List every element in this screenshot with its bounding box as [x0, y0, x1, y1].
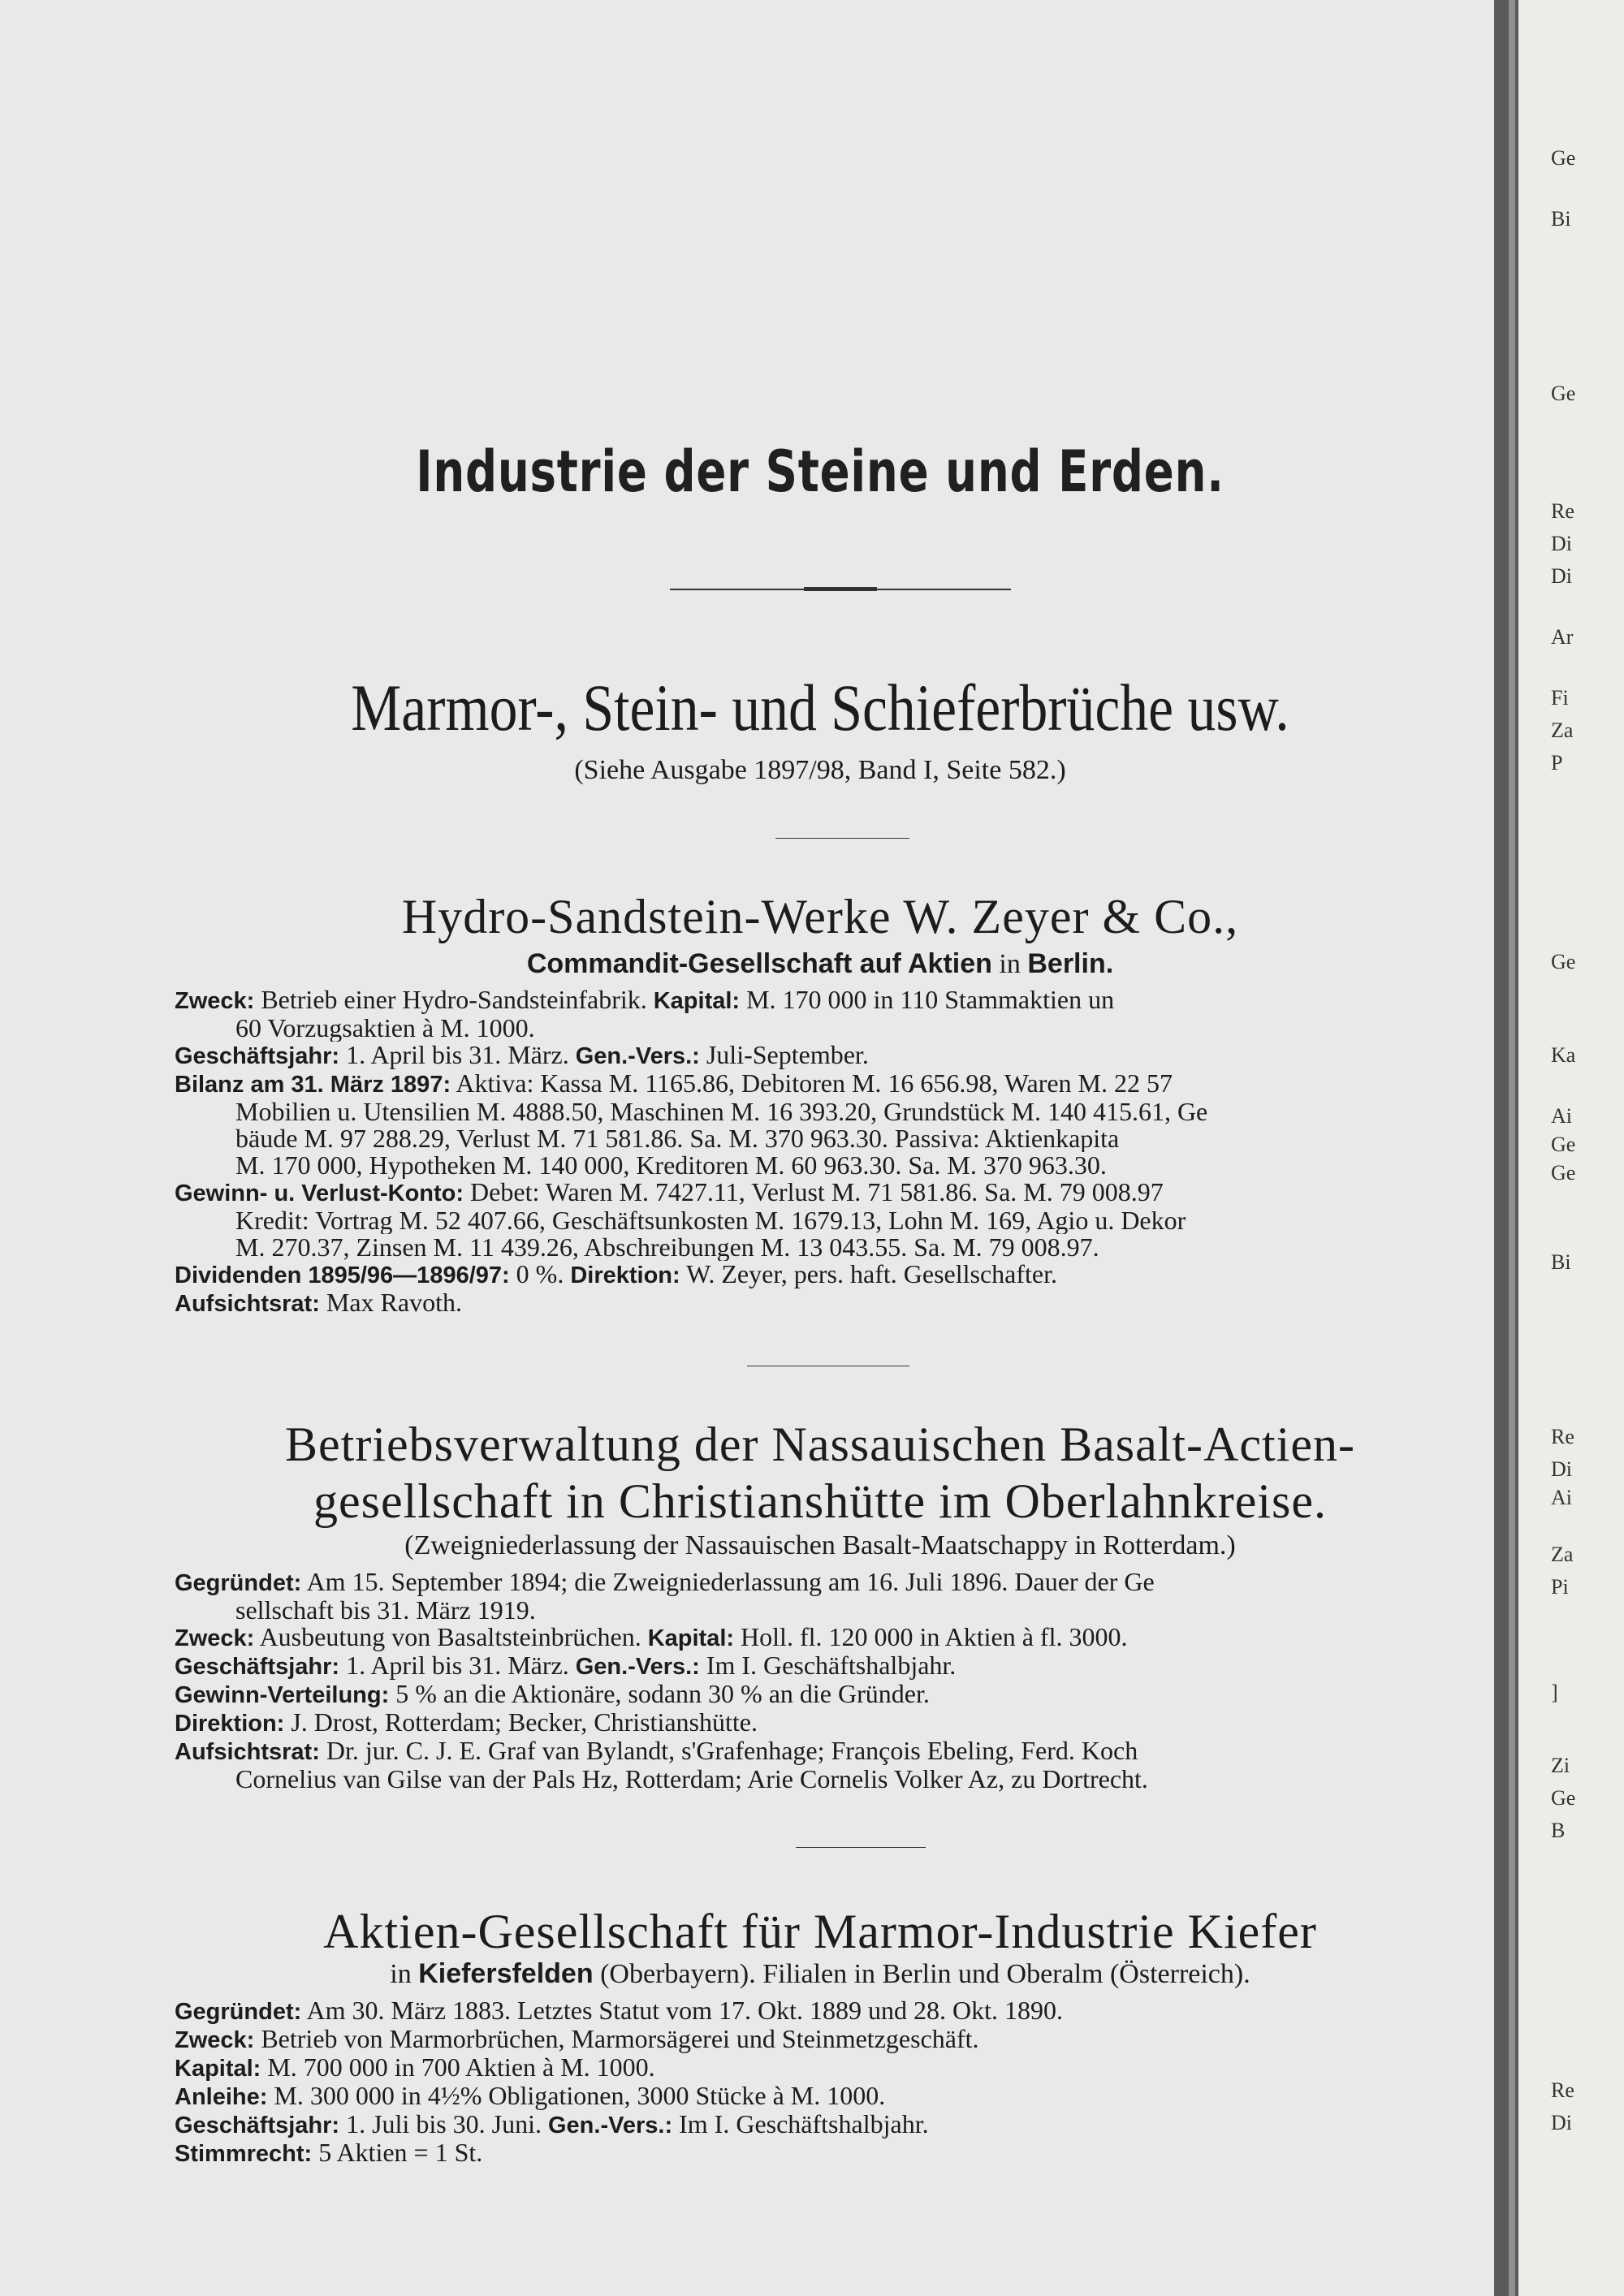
field-value: Dr. jur. C. J. E. Graf van Bylandt, s'Grafenhage; François Ebeling, Ferd. Koch	[326, 1737, 1138, 1765]
detail-line	[175, 2082, 1494, 2111]
field-label: Zweck:	[175, 2027, 255, 2053]
field-label: Kapital:	[653, 988, 741, 1014]
field-value: 1. April bis 31. März.	[346, 1042, 569, 1069]
company3-name: Aktien-Gesellschaft für Marmor-Industrie Kiefer	[323, 1905, 1317, 1958]
margin-fragment: Fi	[1551, 686, 1569, 710]
field-value: Max Ravoth.	[326, 1289, 462, 1317]
detail-line	[175, 1261, 1494, 1289]
field-value: 60 Vorzugsaktien à M. 1000.	[235, 1015, 535, 1042]
detail-line	[175, 1125, 1494, 1152]
company1-type: Commandit-Gesellschaft auf Aktien	[526, 948, 992, 979]
detail-line	[175, 986, 1494, 1015]
detail-line	[175, 1681, 1494, 1709]
field-value: Holl. fl. 120 000 in Aktien à fl. 3000.	[741, 1624, 1128, 1651]
field-value: 1. Juli bis 30. Juni.	[346, 2111, 542, 2138]
detail-line	[175, 1652, 1494, 1681]
margin-fragment: Ar	[1551, 625, 1574, 649]
field-value: M. 170 000 in 110 Stammaktien un	[746, 986, 1115, 1014]
section-title: Industrie der Steine und Erden.	[416, 438, 1224, 505]
field-value: Im I. Geschäftshalbjahr.	[706, 1652, 957, 1680]
company1-subtitle	[154, 948, 1486, 980]
edition-note: (Siehe Ausgabe 1897/98, Band I, Seite 582.)	[574, 755, 1066, 785]
field-label: Gen.-Vers.:	[548, 2113, 673, 2138]
margin-fragment: Bi	[1551, 1250, 1571, 1274]
detail-line	[175, 2054, 1494, 2082]
field-value: Aktiva: Kassa M. 1165.86, Debitoren M. 16 656.98, Waren M. 22 57	[456, 1070, 1173, 1098]
margin-fragment: Za	[1551, 719, 1574, 742]
margin-fragment: Ge	[1551, 1161, 1576, 1185]
field-value: 0 %.	[516, 1261, 564, 1288]
detail-line	[175, 1766, 1494, 1793]
margin-fragment: Ai	[1551, 1104, 1572, 1128]
company1-in: in	[999, 949, 1021, 979]
field-value: Cornelius van Gilse van der Pals Hz, Rotterdam; Arie Cornelis Volker Az, zu Dortrecht.	[235, 1766, 1148, 1793]
company3-details	[175, 1997, 1494, 2168]
detail-line	[175, 1709, 1494, 1737]
margin-fragment: Za	[1551, 1543, 1574, 1566]
divider-accent	[804, 587, 877, 591]
field-value: 1. April bis 31. März.	[346, 1652, 569, 1680]
detail-line	[175, 1597, 1494, 1624]
margin-fragment: Di	[1551, 2111, 1572, 2134]
company2-name-line2: gesellschaft in Christianshütte im Oberlahnkreise.	[313, 1474, 1328, 1528]
company1-city: Berlin.	[1027, 948, 1114, 979]
field-value: 5 Aktien = 1 St.	[318, 2139, 483, 2167]
margin-fragment: Bi	[1551, 207, 1571, 231]
company2-note: (Zweigniederlassung der Nassauischen Basalt-Maatschappy in Rotterdam.)	[404, 1530, 1236, 1560]
company1-name: Hydro-Sandstein-Werke W. Zeyer & Co.,	[401, 890, 1239, 943]
detail-line	[175, 1997, 1494, 2026]
field-value: 5 % an die Aktionäre, sodann 30 % an die Gründer.	[395, 1681, 930, 1708]
margin-fragment: Ge	[1551, 1133, 1576, 1156]
field-value: bäude M. 97 288.29, Verlust M. 71 581.86. Sa. M. 370 963.30. Passiva: Aktienkapita	[235, 1125, 1120, 1152]
company1-details	[175, 986, 1494, 1318]
field-label: Bilanz am 31. März 1897:	[175, 1072, 451, 1098]
company3-city: Kiefersfelden	[418, 1958, 594, 1989]
field-label: Anleihe:	[175, 2084, 268, 2110]
field-value: sellschaft bis 31. März 1919.	[235, 1597, 536, 1624]
field-value: M. 170 000, Hypotheken M. 140 000, Kreditoren M. 60 963.30. Sa. M. 370 963.30.	[235, 1152, 1107, 1179]
detail-line	[175, 1015, 1494, 1042]
field-label: Kapital:	[175, 2056, 261, 2082]
field-label: Geschäftsjahr:	[175, 2113, 340, 2138]
field-label: Gegründet:	[175, 1570, 302, 1596]
field-value: Kredit: Vortrag M. 52 407.66, Geschäftsunkosten M. 1679.13, Lohn M. 169, Agio u. Dekor	[235, 1207, 1186, 1234]
field-label: Direktion:	[570, 1262, 680, 1288]
field-label: Stimmrecht:	[175, 2141, 313, 2167]
field-value: M. 700 000 in 700 Aktien à M. 1000.	[267, 2054, 655, 2082]
detail-line	[175, 1289, 1494, 1318]
company3-subtitle	[154, 1958, 1486, 1990]
margin-fragment: Re	[1551, 2078, 1574, 2102]
margin-fragment: Ka	[1551, 1043, 1576, 1067]
field-value: Debet: Waren M. 7427.11, Verlust M. 71 581.86. Sa. M. 79 008.97	[470, 1179, 1164, 1206]
field-label: Zweck:	[175, 1625, 255, 1651]
adjacent-page-edge	[1518, 0, 1624, 2296]
margin-fragment: Pi	[1551, 1575, 1569, 1599]
field-label: Geschäftsjahr:	[175, 1654, 340, 1680]
margin-fragment: Ge	[1551, 146, 1576, 170]
field-label: Kapital:	[647, 1625, 735, 1651]
margin-fragment: P	[1551, 751, 1563, 775]
margin-fragment: B	[1551, 1819, 1566, 1842]
detail-line	[175, 1042, 1494, 1070]
company2-details	[175, 1569, 1494, 1793]
field-value: Mobilien u. Utensilien M. 4888.50, Maschinen M. 16 393.20, Grundstück M. 140 415.61, Ge	[235, 1098, 1208, 1125]
field-label: Gen.-Vers.:	[575, 1043, 700, 1069]
detail-line	[175, 1070, 1494, 1098]
detail-line	[175, 1098, 1494, 1125]
field-value: Juli-September.	[706, 1042, 869, 1069]
margin-fragment: Di	[1551, 564, 1572, 588]
margin-fragment: Di	[1551, 532, 1572, 555]
field-label: Dividenden 1895/96—1896/97:	[175, 1262, 510, 1288]
field-value: M. 300 000 in 4½% Obligationen, 3000 Stücke à M. 1000.	[274, 2082, 886, 2110]
field-label: Direktion:	[175, 1711, 285, 1737]
detail-line	[175, 2111, 1494, 2139]
margin-fragment: Ge	[1551, 382, 1576, 405]
detail-line	[175, 1234, 1494, 1261]
detail-line	[175, 2026, 1494, 2054]
detail-line	[175, 1207, 1494, 1234]
field-value: Ausbeutung von Basaltsteinbrüchen.	[259, 1624, 641, 1651]
field-value: J. Drost, Rotterdam; Becker, Christianshütte.	[291, 1709, 758, 1737]
detail-line	[175, 1569, 1494, 1597]
margin-fragment: Ai	[1551, 1486, 1572, 1509]
detail-line	[175, 1737, 1494, 1766]
subsection-title: Marmor-, Stein- und Schieferbrüche usw.	[351, 671, 1289, 744]
field-label: Aufsichtsrat:	[175, 1291, 320, 1317]
margin-fragment: Ge	[1551, 1786, 1576, 1810]
field-value: Am 30. März 1883. Letztes Statut vom 17. Okt. 1889 und 28. Okt. 1890.	[306, 1997, 1063, 2025]
detail-line	[175, 1179, 1494, 1207]
field-value: W. Zeyer, pers. haft. Gesellschafter.	[686, 1261, 1057, 1288]
margin-fragment: Zi	[1551, 1754, 1570, 1777]
field-value: Betrieb von Marmorbrüchen, Marmorsägerei und Steinmetzgeschäft.	[261, 2026, 979, 2053]
detail-line	[175, 1624, 1494, 1652]
company2-name-line1: Betriebsverwaltung der Nassauischen Basalt-Actien-	[285, 1418, 1355, 1471]
divider	[775, 838, 909, 839]
field-value: Im I. Geschäftshalbjahr.	[679, 2111, 929, 2138]
field-label: Geschäftsjahr:	[175, 1043, 340, 1069]
detail-line	[175, 1152, 1494, 1179]
company3-in: in	[390, 1959, 412, 1989]
field-label: Gewinn- u. Verlust-Konto:	[175, 1180, 464, 1206]
field-value: Betrieb einer Hydro-Sandsteinfabrik.	[261, 986, 647, 1014]
divider	[796, 1847, 926, 1848]
company3-rest: (Oberbayern). Filialen in Berlin und Oberalm (Österreich).	[600, 1959, 1250, 1989]
margin-fragment: Di	[1551, 1457, 1572, 1481]
field-value: M. 270.37, Zinsen M. 11 439.26, Abschreibungen M. 13 043.55. Sa. M. 79 008.97.	[235, 1234, 1099, 1261]
field-label: Gegründet:	[175, 1999, 302, 2025]
detail-line	[175, 2139, 1494, 2168]
field-label: Gen.-Vers.:	[575, 1654, 700, 1680]
margin-fragment: Ge	[1551, 950, 1576, 973]
margin-fragment: ]	[1551, 1681, 1558, 1704]
book-spine-highlight	[1509, 0, 1515, 2296]
field-label: Aufsichtsrat:	[175, 1739, 320, 1765]
margin-fragment: Re	[1551, 499, 1574, 523]
field-label: Gewinn-Verteilung:	[175, 1682, 390, 1708]
field-value: Am 15. September 1894; die Zweigniederlassung am 16. Juli 1896. Dauer der Ge	[306, 1569, 1155, 1596]
margin-fragment: Re	[1551, 1425, 1574, 1448]
field-label: Zweck:	[175, 988, 255, 1014]
